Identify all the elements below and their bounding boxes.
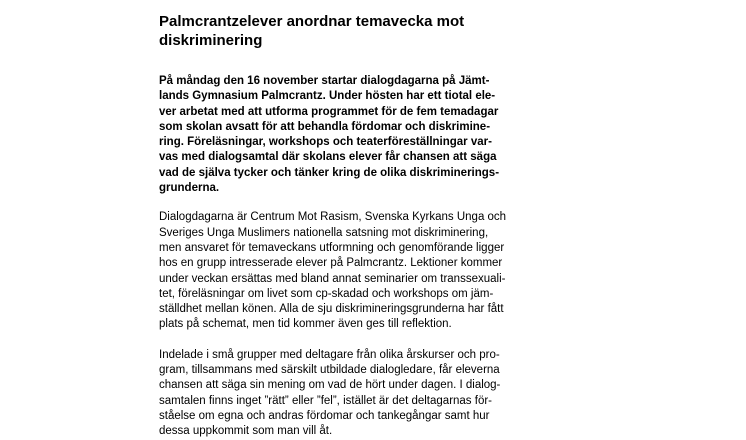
body-line: gram, tillsammans med särskilt utbildade dialogledare, får eleverna: [159, 364, 500, 377]
body-line: dessa uppkommit som man vill åt.: [159, 425, 333, 438]
lead-paragraph: [159, 74, 599, 196]
article: [159, 12, 599, 440]
body-line: Dialogdagarna är Centrum Mot Rasism, Svenska Kyrkans Unga och: [159, 211, 507, 224]
body-line: Sveriges Unga Muslimers nationella satsning mot diskriminering,: [159, 226, 489, 239]
body-line: under veckan ersättas med bland annat seminarier om transsexuali-: [159, 272, 506, 285]
lead-line: vas med dialogsamtal där skolans elever får chansen att säga: [159, 151, 497, 164]
body-line: chansen att säga sin mening om vad de hört under dagen. I dialog-: [159, 379, 501, 392]
lead-line: grunderna.: [159, 182, 220, 195]
body-line: ställdhet mellan könen. Alla de sju diskrimineringsgrunderna har fått: [159, 303, 504, 316]
lead-line: lands Gymnasium Palmcrantz. Under hösten har ett tiotal ele-: [159, 90, 496, 103]
body-line: ståelse om egna och andras fördomar och tankegångar samt hur: [159, 409, 490, 422]
lead-line: ver arbetat med att utforma programmet för de fem temadagar: [159, 105, 499, 118]
body-line: plats på schemat, men tid kommer även ges till reflektion.: [159, 318, 452, 331]
lead-line: vad de själva tycker och tänker kring de olika diskriminerings-: [159, 166, 500, 179]
title-line: Palmcrantzelever anordnar temavecka mot: [159, 13, 465, 30]
article-title: [159, 12, 599, 50]
body-line: men ansvaret för temaveckans utformning och genomförande ligger: [159, 241, 505, 254]
body-line: hos en grupp intresserade elever på Palmcrantz. Lektioner kommer: [159, 257, 503, 270]
title-line: diskriminering: [159, 32, 263, 49]
lead-line: På måndag den 16 november startar dialogdagarna på Jämt-: [159, 75, 490, 87]
lead-line: ring. Föreläsningar, workshops och teaterföreställningar var-: [159, 136, 492, 149]
body-paragraph-2: [159, 348, 599, 440]
body-line: samtalen finns inget ”rätt” eller ”fel”, istället är det deltagarnas för-: [159, 394, 493, 407]
lead-line: som skolan avsatt för att behandla fördomar och diskrimine-: [159, 120, 491, 133]
body-line: tet, föreläsningar om livet som cp-skadad och workshops om jäm-: [159, 287, 494, 300]
body-line: Indelade i små grupper med deltagare från olika årskurser och pro-: [159, 348, 500, 361]
body-paragraph-1: [159, 210, 599, 332]
